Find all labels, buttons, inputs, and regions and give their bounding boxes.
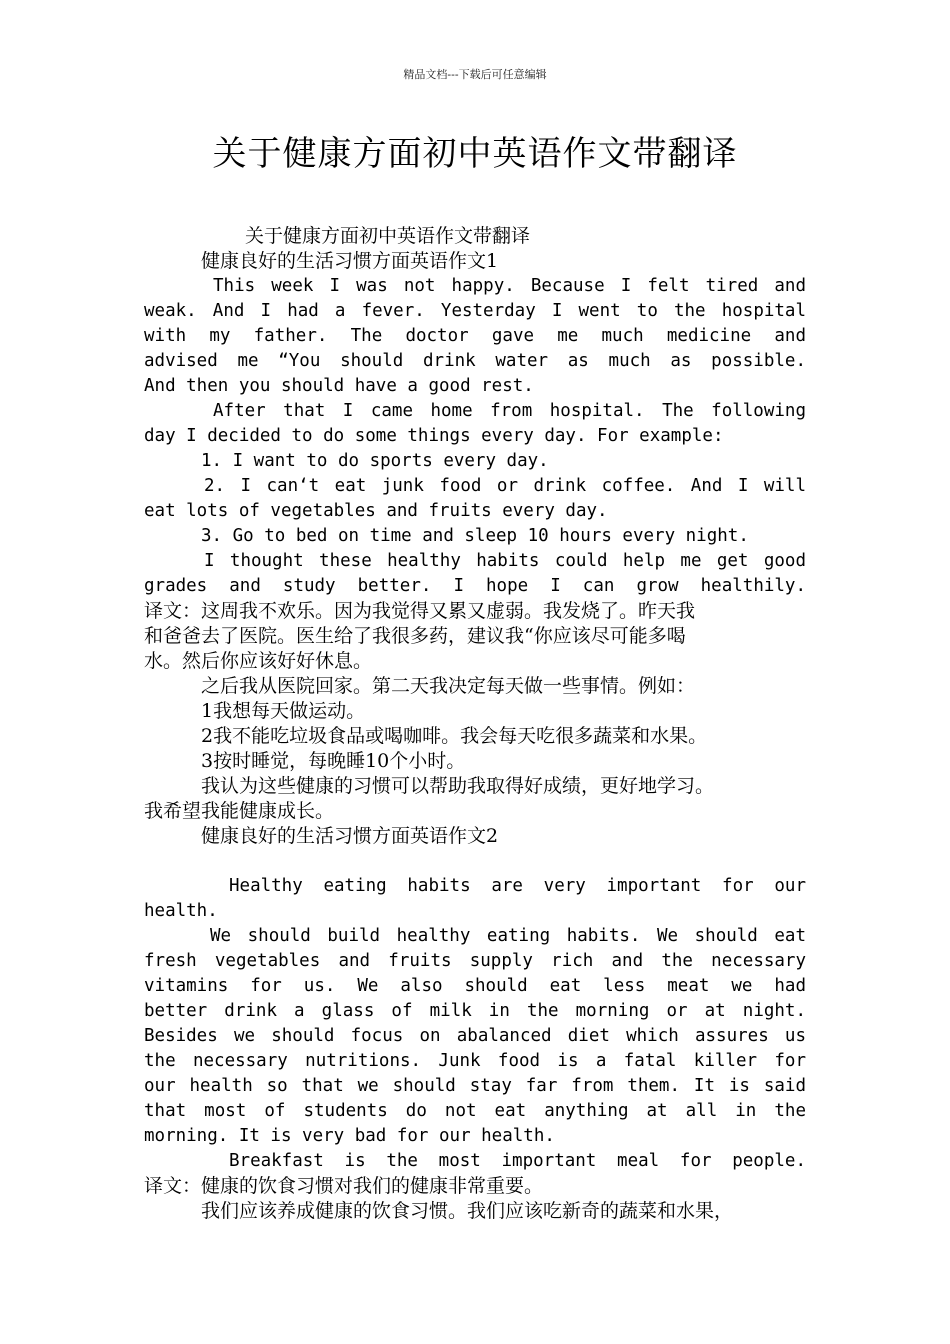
document-title: 关于健康方面初中英语作文带翻译 [212, 134, 738, 174]
subtitle-line: 关于健康方面初中英语作文带翻译 [245, 225, 531, 247]
list-item: 1. I want to do sports every day. [201, 451, 549, 471]
list-item: 2. I can‘t eat junk food or drink coffee. And I will [204, 476, 806, 496]
text-line: weak. And I had a fever. Yesterday I went to the hospital [144, 301, 806, 321]
translation-line: 我希望我能健康成长。 [144, 800, 335, 822]
translation-line: 我们应该养成健康的饮食习惯。我们应该吃新奇的蔬菜和水果， [201, 1200, 734, 1222]
text-line: We should build healthy eating habits. We should eat [210, 926, 806, 946]
translation-line: 水。然后你应该好好休息。 [144, 650, 373, 672]
essay1-heading: 健康良好的生活习惯方面英语作文1 [201, 250, 499, 272]
text-line: Healthy eating habits are very important for our [229, 876, 806, 896]
text-line: morning. It is very bad for our health. [144, 1126, 555, 1146]
translation-list-item: 3按时睡觉，每晚睡10个小时。 [201, 750, 466, 772]
text-line: I thought these healthy habits could help me get good [204, 551, 806, 571]
essay2-heading: 健康良好的生活习惯方面英语作文2 [201, 825, 499, 847]
translation-line: 我认为这些健康的习惯可以帮助我取得好成绩，更好地学习。 [201, 775, 715, 797]
text-line: health. [144, 901, 218, 921]
text-line: with my father. The doctor gave me much medicine and [144, 326, 806, 346]
translation-line: 和爸爸去了医院。医生给了我很多药，建议我“你应该尽可能多喝 [144, 625, 686, 647]
text-line: fresh vegetables and fruits supply rich and the necessary [144, 951, 806, 971]
translation-line: 之后我从医院回家。第二天我决定每天做一些事情。例如： [201, 675, 696, 697]
text-line: day I decided to do some things every day. For example: [144, 426, 724, 446]
document-header-note: 精品文档---下载后可任意编辑 [403, 68, 547, 81]
text-line: This week I was not happy. Because I felt tired and [213, 276, 806, 296]
blank-line [144, 849, 806, 874]
text-line: Besides we should focus on abalanced diet which assures us [144, 1026, 806, 1046]
translation-line: 译文：健康的饮食习惯对我们的健康非常重要。 [144, 1175, 544, 1197]
text-line: grades and study better. I hope I can grow healthily. [144, 576, 806, 596]
text-line: advised me “You should drink water as much as possible. [144, 351, 806, 371]
list-item: 3. Go to bed on time and sleep 10 hours every night. [201, 526, 749, 546]
text-line: eat lots of vegetables and fruits every day. [144, 501, 608, 521]
text-line: better drink a glass of milk in the morning or at night. [144, 1001, 806, 1021]
translation-line: 译文：这周我不欢乐。因为我觉得又累又虚弱。我发烧了。昨天我 [144, 600, 696, 622]
translation-list-item: 2我不能吃垃圾食品或喝咖啡。我会每天吃很多蔬菜和水果。 [201, 725, 708, 747]
text-line: that most of students do not eat anything at all in the [144, 1101, 806, 1121]
translation-list-item: 1我想每天做运动。 [201, 700, 366, 722]
text-line: our health so that we should stay far from them. It is said [144, 1076, 806, 1096]
document-body [144, 224, 806, 1224]
text-line: Breakfast is the most important meal for people. [229, 1151, 806, 1171]
text-line: And then you should have a good rest. [144, 376, 534, 396]
text-line: the necessary nutritions. Junk food is a fatal killer for [144, 1051, 806, 1071]
text-line: After that I came home from hospital. The following [213, 401, 806, 421]
text-line: vitamins for us. We also should eat less meat we had [144, 976, 806, 996]
